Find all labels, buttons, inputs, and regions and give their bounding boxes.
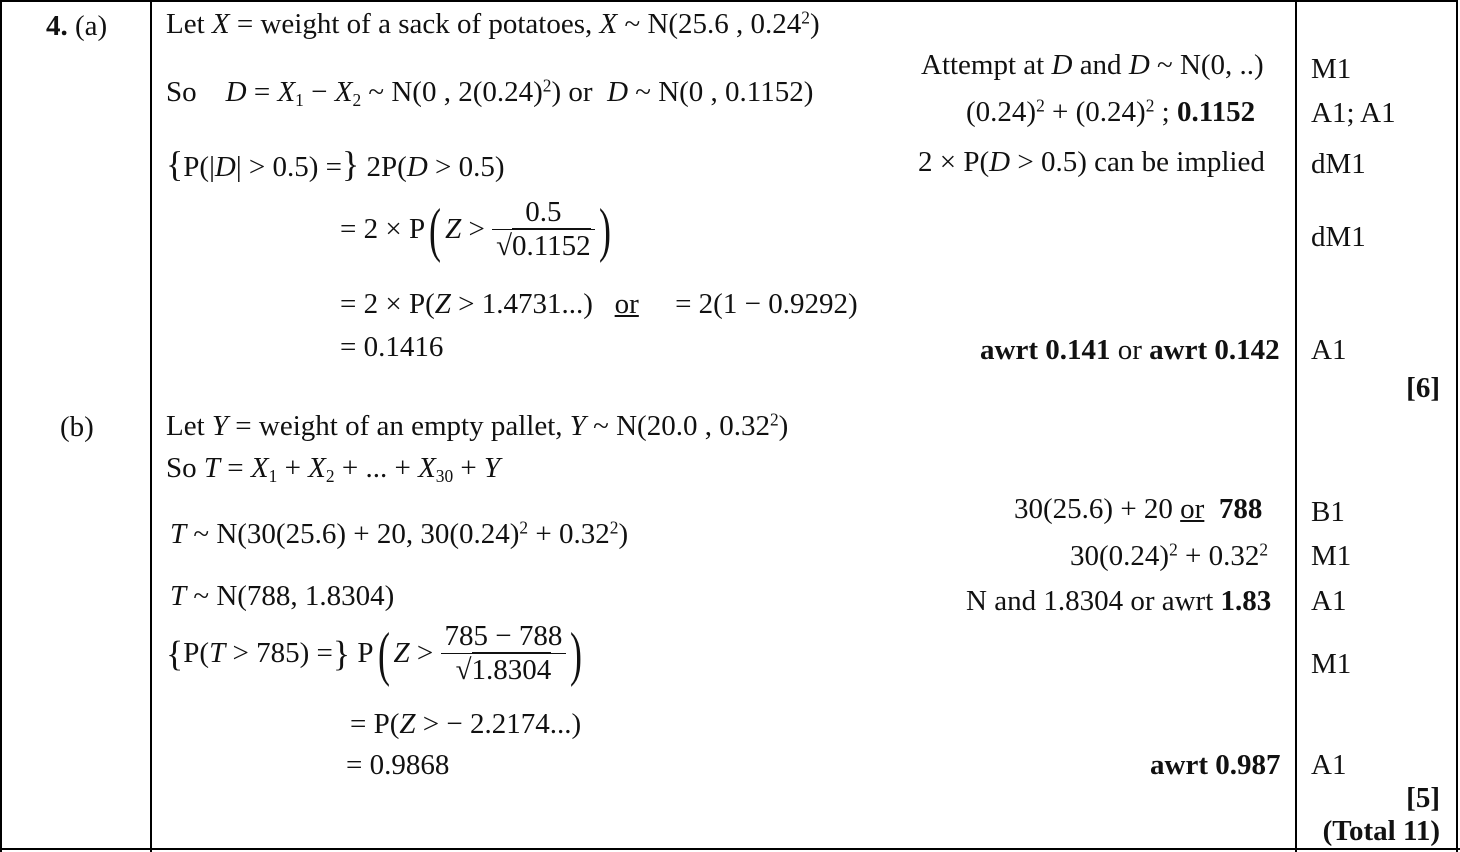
mark: dM1 [1311,148,1366,180]
a-line-6: = 0.1416 [340,331,444,363]
mark: A1; A1 [1311,97,1396,129]
column-divider [1295,0,1297,852]
mark: dM1 [1311,221,1366,253]
a-line-3: {P(|D| > 0.5) =} 2P(D > 0.5) [166,144,505,184]
part-b-total: [5] [1406,782,1440,814]
mark: M1 [1311,53,1352,85]
b-line-6: = P(Z > − 2.2174...) [350,708,582,740]
mark: A1 [1311,334,1347,366]
mark: M1 [1311,540,1352,572]
b-note-3: N and 1.8304 or awrt 1.83 [966,585,1272,617]
mark: A1 [1311,585,1347,617]
question-label: 4. (a) [46,10,108,42]
a-line-1: Let X = weight of a sack of potatoes, X ~ N(25.6 , 0.24$^2$) [166,7,820,40]
mark: B1 [1311,496,1345,528]
a-line-4: = 2 × P( Z > $\frac{0.5}{√0.1152}$ ) [340,196,611,263]
b-line-2: So $T = X_1 + X_2$ + ... + $X_{30} + Y$ [166,452,501,487]
column-divider [150,0,152,852]
a-line-5: = 2 × P(Z > 1.4731...) or = 2(1 − 0.9292) [340,288,858,320]
part-a-total: [6] [1406,372,1440,404]
a-note-6: awrt 0.141 or awrt 0.142 [980,334,1280,366]
b-line-7: = 0.9868 [346,749,450,781]
b-line-1: Let Y = weight of an empty pallet, Y ~ N(20.0 , 0.32$^2$) [166,409,789,442]
row-divider [0,848,1460,850]
b-line-3: T ~ N(30(25.6) + 20, $30(0.24)^2 + 0.32^2$) [170,517,629,550]
b-note-7: awrt 0.987 [1150,749,1281,781]
part-b-label: (b) [60,411,94,443]
question-total: (Total 11) [1322,815,1440,847]
a-note-1: Attempt at D and D ~ N(0, ..) [921,49,1264,81]
b-line-4: T ~ N(788, 1.8304) [170,580,395,612]
mark: A1 [1311,749,1347,781]
b-note-2: $30(0.24)^2 + 0.32^2$ [1070,539,1269,572]
b-line-5: {P(T > 785) =} P( Z > $\frac{785 - 788}{√1.8304}$ ) [166,620,583,687]
a-line-2: So $D = X_1 - X_2$ ~ N(0 , $2(0.24)^2$) or D ~ N(0 , 0.1152) [166,75,814,111]
b-note-1: 30(25.6) + 20 or 788 [1014,493,1263,525]
mark: M1 [1311,648,1352,680]
a-note-3: 2 × P(D > 0.5) can be implied [918,146,1265,178]
a-note-2: $(0.24)^2 + (0.24)^2$ ; 0.1152 [966,95,1256,128]
